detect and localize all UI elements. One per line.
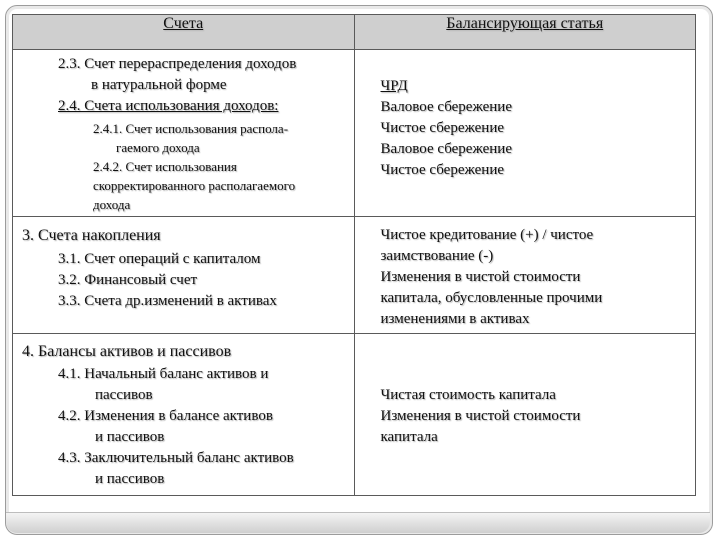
balancing-item: изменениями в активах xyxy=(380,311,530,327)
account-2-3-cont: в натуральной форме xyxy=(91,77,227,93)
row1-balancing-cell xyxy=(354,50,696,217)
row3-accounts-cell xyxy=(13,334,355,496)
account-3-1: 3.1. Счет операций с капиталом xyxy=(58,251,261,267)
account-2-3: 2.3. Счет перераспределения доходов xyxy=(58,56,297,72)
header-accounts-label: Счета xyxy=(163,15,204,32)
header-balancing-item-label: Балансирующая статья xyxy=(446,15,604,32)
account-2-4: 2.4. Счета использования доходов: xyxy=(58,98,279,114)
account-3: 3. Счета накопления xyxy=(22,227,161,244)
table-row xyxy=(13,50,696,217)
account-4-1-cont: пассивов xyxy=(95,387,153,403)
header-accounts xyxy=(13,15,355,50)
table-header-row xyxy=(13,15,696,50)
row2-balancing-cell xyxy=(354,217,696,334)
account-4-1: 4.1. Начальный баланс активов и xyxy=(58,366,269,382)
account-4-2-cont: и пассивов xyxy=(95,429,165,445)
balancing-item: Изменения в чистой стоимости xyxy=(380,269,581,285)
header-balancing-item xyxy=(354,15,696,50)
account-4-3: 4.3. Заключительный баланс активов xyxy=(58,450,294,466)
balancing-item: капитала, обусловленные прочими xyxy=(380,290,603,306)
balancing-item: Валовое сбережение xyxy=(380,99,512,115)
account-2-4-2-cont2: дохода xyxy=(93,197,131,212)
account-2-4-2-cont: скорректированного располагаемого xyxy=(93,178,296,193)
account-2-4-2: 2.4.2. Счет использования xyxy=(93,159,237,174)
row2-accounts-cell xyxy=(13,217,355,334)
account-2-4-1: 2.4.1. Счет использования распола- xyxy=(93,121,289,136)
row3-balancing-cell xyxy=(354,334,696,496)
account-3-3: 3.3. Счета др.изменений в активах xyxy=(58,293,277,309)
account-4-3-cont: и пассивов xyxy=(95,471,165,487)
table-row xyxy=(13,217,696,334)
balancing-item: Чистое сбережение xyxy=(380,120,505,136)
row1-accounts-cell xyxy=(13,50,355,217)
table-row xyxy=(13,334,696,496)
balancing-item: Чистая стоимость капитала xyxy=(380,387,556,403)
account-2-4-1-cont: гаемого дохода xyxy=(116,140,200,155)
account-4-2: 4.2. Изменения в балансе активов xyxy=(58,408,273,424)
balancing-item: Валовое сбережение xyxy=(380,141,512,157)
account-4: 4. Балансы активов и пассивов xyxy=(22,343,232,360)
balancing-item: Изменения в чистой стоимости xyxy=(380,408,581,424)
balancing-item: Чистое кредитование (+) / чистое xyxy=(380,227,594,243)
balancing-item: Чистое сбережение xyxy=(380,162,505,178)
balancing-item: заимствование (-) xyxy=(380,248,494,264)
balancing-item: ЧРД xyxy=(380,78,408,94)
balancing-item: капитала xyxy=(380,429,438,445)
accounts-table xyxy=(12,14,696,496)
account-3-2: 3.2. Финансовый счет xyxy=(58,272,198,288)
slide-bottom-bar xyxy=(6,512,710,533)
